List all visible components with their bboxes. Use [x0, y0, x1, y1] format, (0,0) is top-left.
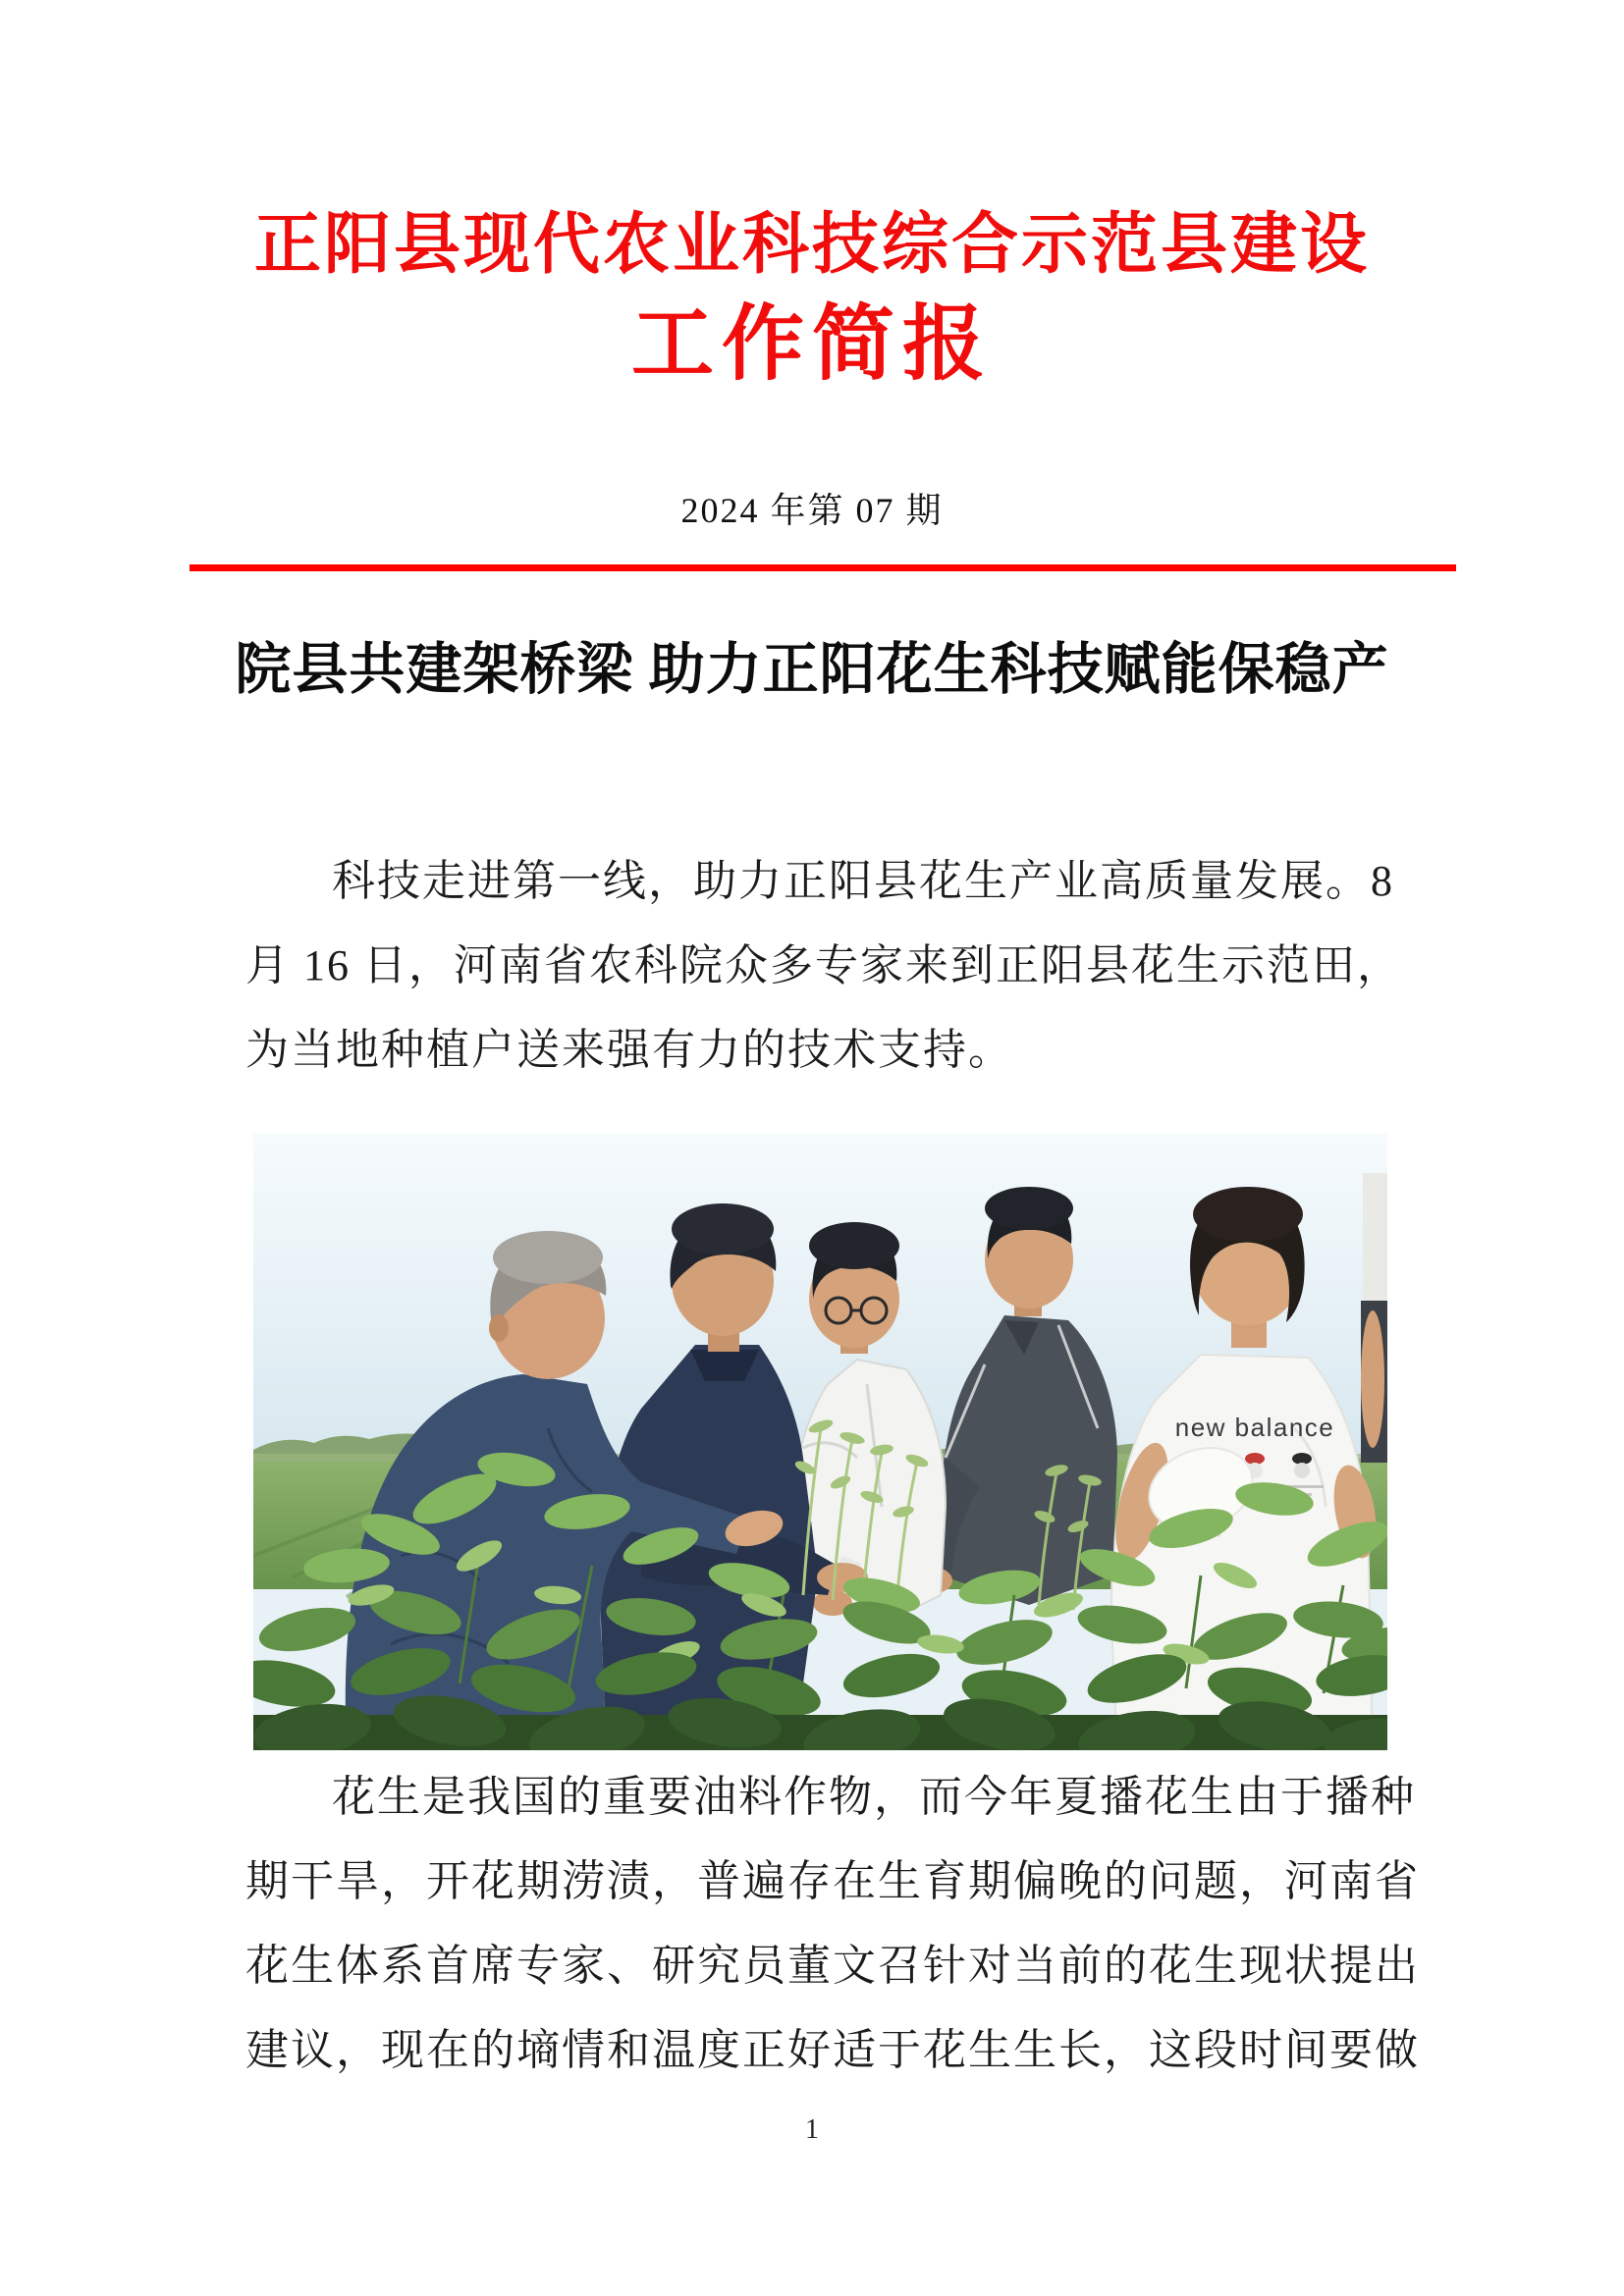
paragraph-line: 期干旱，开花期涝渍，普遍存在生育期偏晚的问题，河南省 — [245, 1857, 1420, 1905]
field-inspection-photo — [253, 1134, 1387, 1750]
paragraph-line: 花生体系首席专家、研究员董文召针对当前的花生现状提出 — [245, 1942, 1420, 1990]
page-number: 1 — [805, 2114, 819, 2145]
issue-number: 2024 年第 07 期 — [680, 491, 944, 530]
shirt-brand-text: new balance — [1174, 1413, 1335, 1442]
person-partial-right — [1361, 1173, 1387, 1463]
paragraph-line: 建议，现在的墒情和温度正好适于花生生长，这段时间要做 — [245, 2026, 1420, 2074]
article-headline: 院县共建架桥梁 助力正阳花生科技赋能保稳产 — [235, 639, 1389, 701]
masthead-divider-rule — [189, 564, 1456, 571]
paragraph-2 — [245, 1755, 1420, 2093]
paragraph-line: 科技走进第一线，助力正阳县花生产业高质量发展。8 — [332, 857, 1394, 905]
paragraph-line: 月 16 日，河南省农科院众多专家来到正阳县花生示范田， — [245, 941, 1402, 989]
paragraph-line: 为当地种植户送来强有力的技术支持。 — [245, 1026, 1013, 1074]
paragraph-1 — [245, 839, 1414, 1093]
paragraph-line: 花生是我国的重要油料作物，而今年夏播花生由于播种 — [332, 1773, 1416, 1821]
bulletin-title-line1: 正阳县现代农业科技综合示范县建设 — [253, 207, 1370, 282]
bulletin-title-line2: 工作简报 — [630, 299, 993, 391]
